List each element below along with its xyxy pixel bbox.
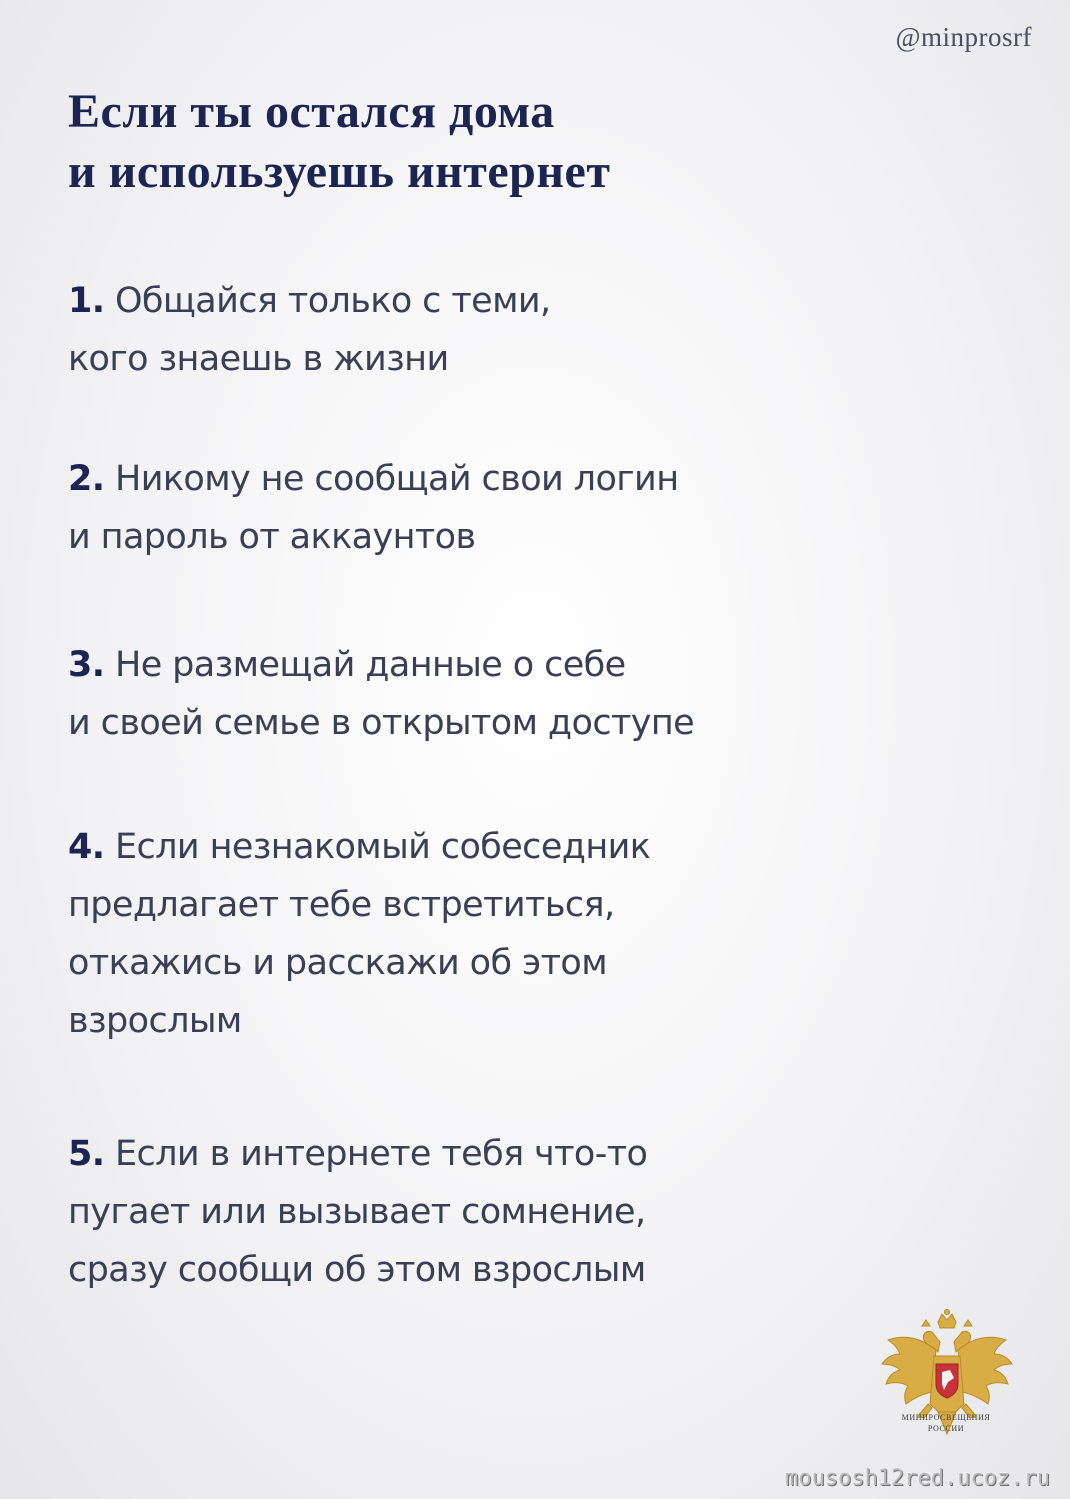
ministry-line-1: МИНПРОСВЕЩЕНИЯ — [901, 1413, 991, 1422]
tip-4 — [68, 818, 968, 1050]
tip-4-line-2: предлагает тебе встретиться, — [68, 885, 615, 925]
tip-1-number: 1. — [68, 281, 105, 321]
tip-1-line-1: 1. Общайся только с теми, — [68, 281, 551, 321]
title-line-2: и используешь интернет — [68, 145, 611, 198]
tip-1-line-2: кого знаешь в жизни — [68, 339, 449, 379]
tip-4-line-1: 4. Если незнакомый собеседник — [68, 827, 651, 867]
tip-5-line-1: 5. Если в интернете тебя что-то — [68, 1134, 648, 1174]
tip-1 — [68, 272, 968, 388]
ministry-logo-text — [856, 1412, 1036, 1434]
page-title — [68, 82, 968, 202]
tip-5 — [68, 1125, 968, 1299]
tip-4-number: 4. — [68, 827, 105, 867]
tip-3-number: 3. — [68, 645, 105, 685]
tip-2 — [68, 450, 968, 566]
tip-5-line-2: пугает или вызывает сомнение, — [68, 1192, 646, 1232]
tip-3-line-1: 3. Не размещай данные о себе — [68, 645, 626, 685]
tip-5-number: 5. — [68, 1134, 105, 1174]
site-watermark: mousosh12red.ucoz.ru — [785, 1466, 1050, 1491]
tip-2-line-1: 2. Никому не сообщай свои логин — [68, 459, 679, 499]
ministry-line-2: РОССИИ — [927, 1424, 965, 1433]
tip-2-number: 2. — [68, 459, 105, 499]
tip-2-line-2: и пароль от аккаунтов — [68, 517, 476, 557]
tip-4-line-3: откажись и расскажи об этом — [68, 943, 608, 983]
tip-3 — [68, 636, 968, 752]
tip-3-line-2: и своей семье в открытом доступе — [68, 703, 695, 743]
tip-4-line-4: взрослым — [68, 1001, 242, 1041]
tip-5-line-3: сразу сообщи об этом взрослым — [68, 1250, 646, 1290]
account-handle: @minprosrf — [895, 22, 1032, 52]
title-line-1: Если ты остался дома — [68, 85, 555, 138]
